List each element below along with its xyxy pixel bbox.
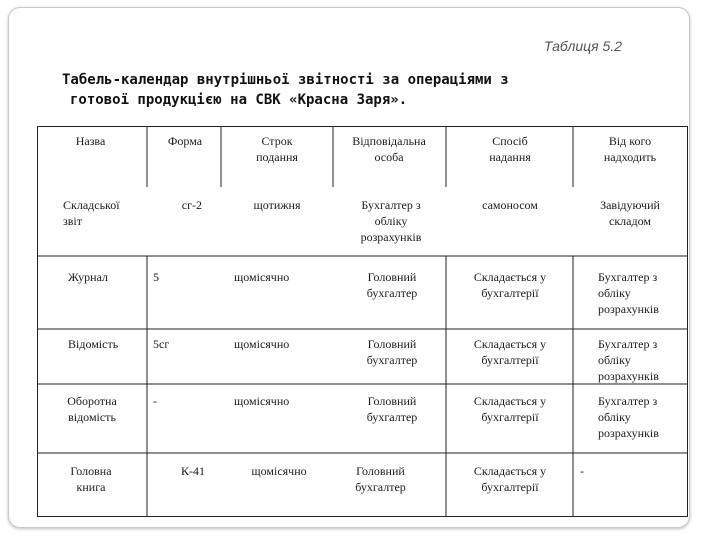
header-responsible: Відповідальна особа [352,134,426,164]
row-5-name: Головна книга [70,464,112,494]
row-1-term: щотижня [253,198,301,212]
table-title-line-2: готової продукцією на СВК «Красна Заря». [70,92,408,108]
row-5-term: щомісячно [251,464,307,478]
row-4-term: щомісячно [234,394,290,408]
row-1-form: сг-2 [181,198,202,212]
report-table [37,126,688,517]
row-1-method: самоносом [482,198,538,212]
header-form: Форма [167,134,203,148]
header-from: Від кого надходить [603,134,657,164]
table-title-line-1: Табель-календар внутрішньої звітності за операціями з [62,72,509,88]
row-2-from: Бухгалтер з обліку розрахунків [598,270,659,316]
row-4-form: - [153,394,157,408]
header-name: Назва [75,134,106,148]
header-term: Строк подання [256,134,298,164]
row-5-from: - [580,464,584,478]
row-5-responsible: Головний бухгалтер [355,464,406,494]
table-number-caption: Таблиця 5.2 [543,38,622,54]
row-3-form: 5сг [153,337,170,351]
header-method: Спосіб надання [489,134,531,164]
row-2-term: щомісячно [234,270,290,284]
row-1-responsible: Бухгалтер з обліку розрахунків [360,198,422,244]
row-4-responsible: Головний бухгалтер [366,394,418,424]
row-3-method: Складається у бухгалтерії [473,337,547,367]
table-title [62,70,652,110]
row-3-from: Бухгалтер з обліку розрахунків [598,337,659,383]
row-2-method: Складається у бухгалтерії [473,270,547,300]
row-4-name: Оборотна відомість [67,394,117,424]
row-5-method: Складається у бухгалтерії [473,464,547,494]
row-1-name: Складської звіт [63,198,120,228]
row-2-name: Журнал [68,270,109,284]
row-4-from: Бухгалтер з обліку розрахунків [598,394,659,440]
row-3-term: щомісячно [234,337,290,351]
row-3-name: Відомість [68,337,119,351]
row-4-method: Складається у бухгалтерії [473,394,547,424]
row-3-responsible: Головний бухгалтер [366,337,418,367]
row-2-responsible: Головний бухгалтер [366,270,418,300]
row-5-form: К-41 [181,464,205,478]
row-1-from: Завідуючий складом [600,198,660,228]
table-grid-lines [38,127,687,516]
row-2-form: 5 [153,270,159,284]
